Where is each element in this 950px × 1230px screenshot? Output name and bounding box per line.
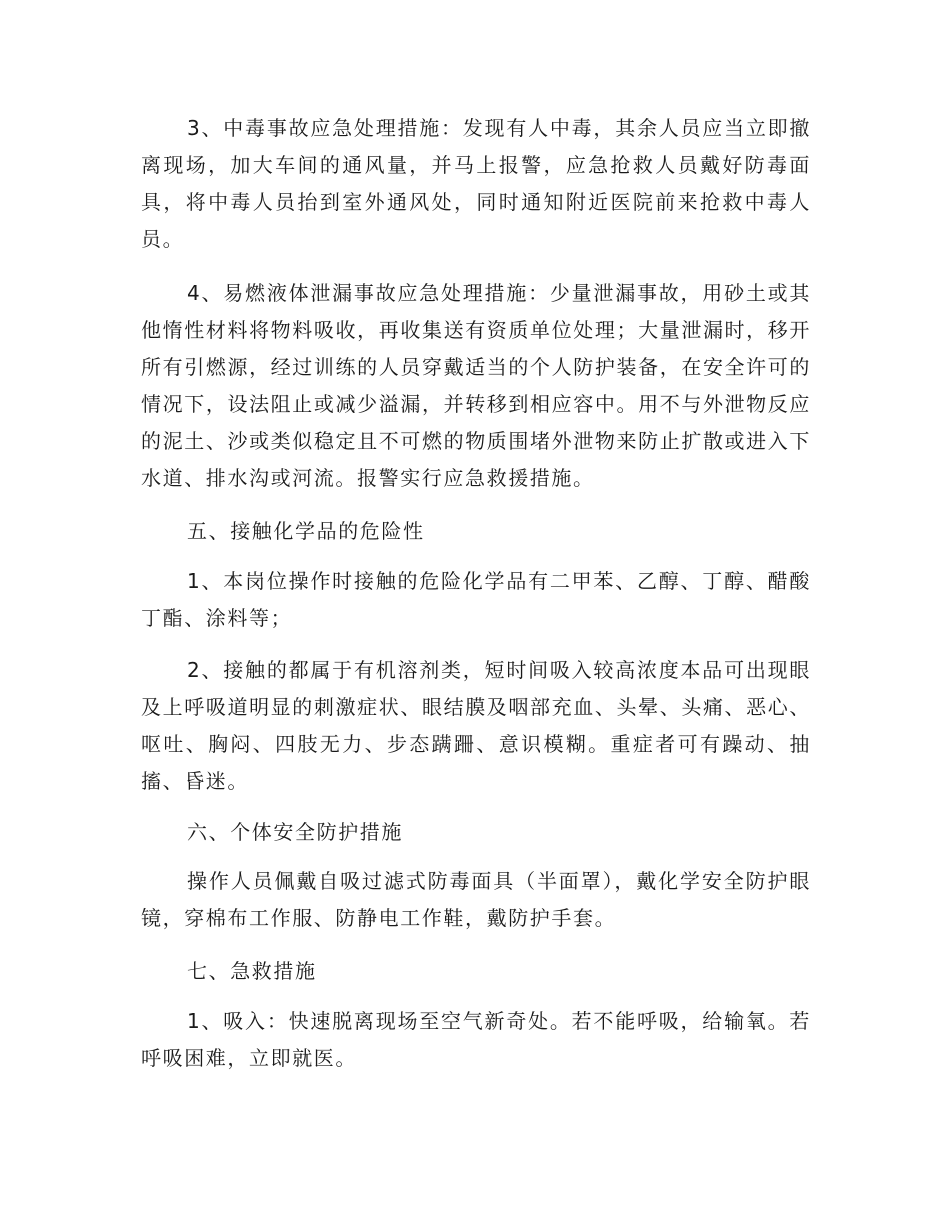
paragraph-protective-equipment: 操作人员佩戴自吸过滤式防毒面具（半面罩），戴化学安全防护眼镜，穿棉布工作服、防静电工作鞋，戴防护手套。	[141, 869, 811, 930]
section-heading-chemical-hazards: 五、接触化学品的危险性	[187, 519, 425, 543]
paragraph-poisoning-emergency: 3、中毒事故应急处理措施：发现有人中毒，其余人员应当立即撤离现场，加大车间的通风量，并马上报警，应急抢救人员戴好防毒面具，将中毒人员抬到室外通风处，同时通知附近医院前来抢救中毒人员。	[141, 116, 811, 251]
section-heading-first-aid: 七、急救措施	[187, 959, 317, 983]
paragraph-chemicals-list: 1、本岗位操作时接触的危险化学品有二甲苯、乙醇、丁醇、醋酸丁酯、涂料等；	[141, 569, 811, 630]
paragraph-exposure-symptoms: 2、接触的都属于有机溶剂类，短时间吸入较高浓度本品可出现眼及上呼吸道明显的刺激症状、眼结膜及咽部充血、头晕、头痛、恶心、呕吐、胸闷、四肢无力、步态蹒跚、意识模糊。重症者可有躁动、抽搐、昏迷。	[141, 658, 811, 793]
section-heading-personal-protection: 六、个体安全防护措施	[187, 820, 403, 844]
paragraph-flammable-leak-emergency: 4、易燃液体泄漏事故应急处理措施：少量泄漏事故，用砂土或其他惰性材料将物料吸收，再收集送有资质单位处理；大量泄漏时，移开所有引燃源，经过训练的人员穿戴适当的个人防护装备，在安全许可的情况下，设法阻止或减少溢漏，并转移到相应容中。用不与外泄物反应的泥土、沙或类似稳定且不可燃的物质围堵外泄物来防止扩散或进入下水道、排水沟或河流。报警实行应急救援措施。	[141, 281, 811, 490]
paragraph-inhalation-first-aid: 1、吸入：快速脱离现场至空气新奇处。若不能呼吸，给输氧。若呼吸困难，立即就医。	[141, 1009, 811, 1070]
